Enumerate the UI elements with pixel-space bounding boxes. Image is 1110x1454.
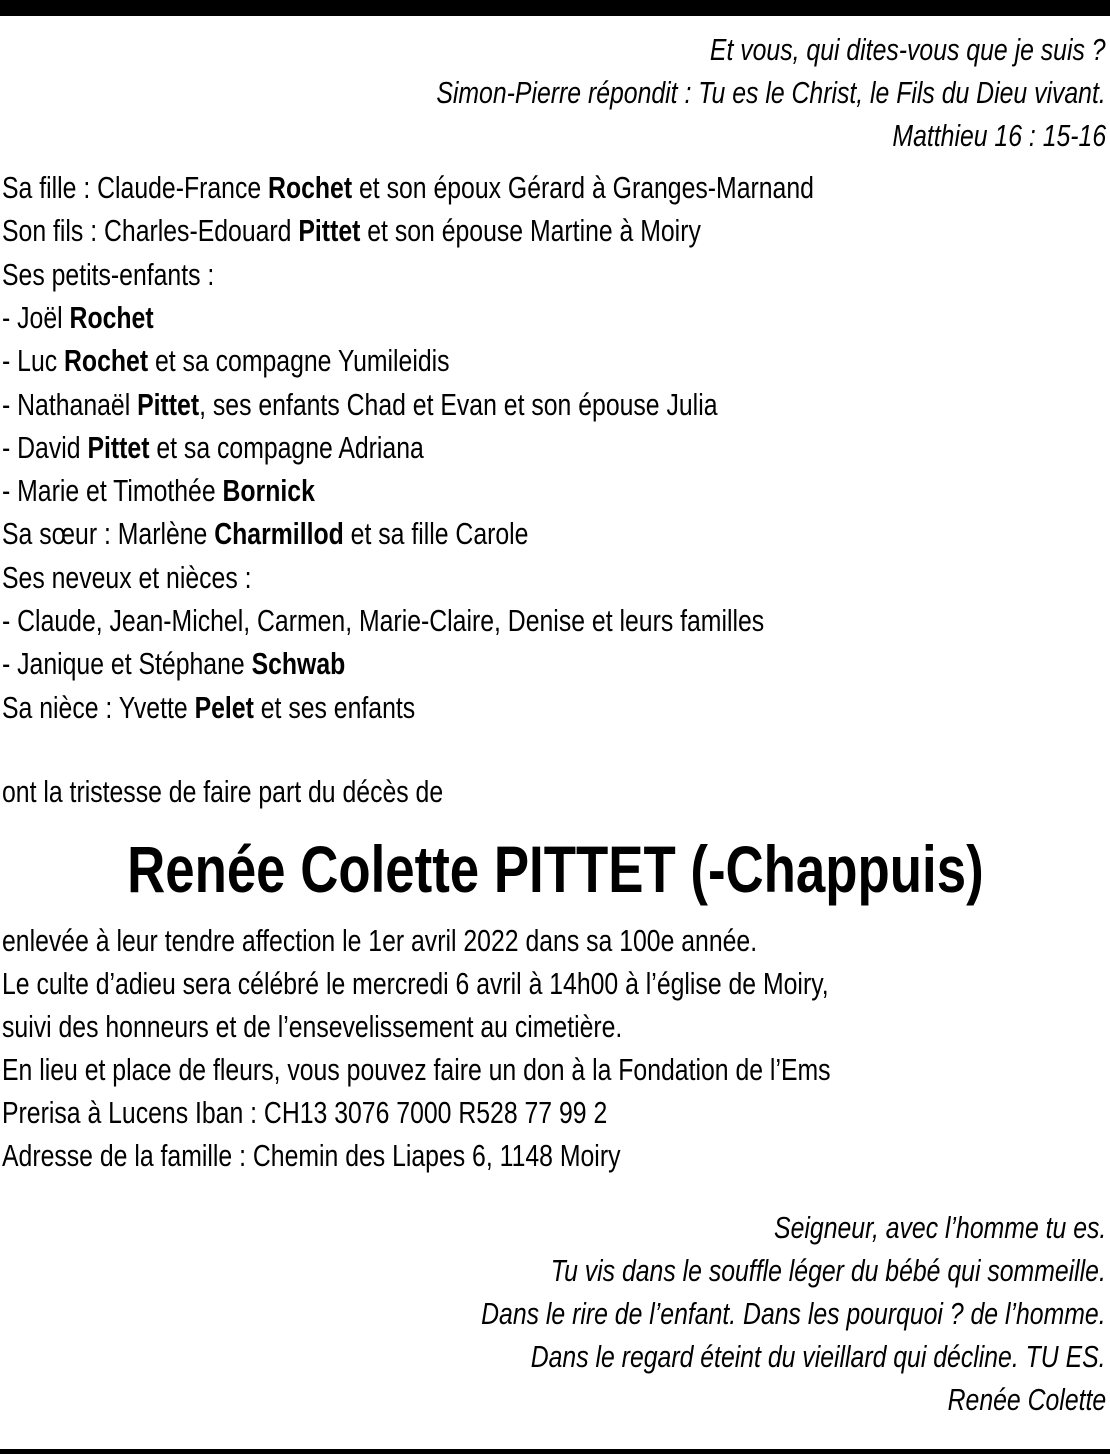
family-surname: Pittet — [298, 213, 361, 249]
family-member-text: et sa compagne Yumileidis — [148, 343, 450, 379]
epigraph-reference: Matthieu 16 : 15-16 — [892, 118, 1106, 153]
family-member-text: Ses petits-enfants : — [2, 256, 215, 292]
family-member-line — [2, 686, 518, 729]
family-member-line — [2, 339, 561, 382]
family-member-line — [2, 296, 192, 339]
details-line: Prerisa à Lucens Iban : CH13 3076 7000 R528 77 99 2 — [2, 1095, 608, 1130]
family-member-text: et son époux Gérard à Granges-Marnand — [352, 170, 814, 205]
deceased-name: Renée Colette PITTET (-Chappuis) — [126, 832, 984, 906]
family-member-line — [2, 512, 660, 555]
family-member-text: - David — [2, 429, 88, 465]
family-member-text: et sa fille Carole — [343, 516, 529, 552]
family-member-text: , ses enfants Chad et Evan et son épouse Julia — [199, 386, 718, 422]
family-member-line — [2, 166, 1017, 209]
family-surname: Pelet — [194, 689, 254, 725]
family-member-line — [2, 426, 529, 469]
details-line: enlevée à leur tendre affection le 1er avril 2022 dans sa 100e année. — [2, 923, 758, 958]
family-surname: Schwab — [251, 646, 346, 682]
family-member-text: - Marie et Timothée — [2, 473, 223, 509]
epigraph-line: Et vous, qui dites-vous que je suis ? — [710, 32, 1106, 67]
poem-line: Tu vis dans le souffle léger du bébé qui sommeille. — [550, 1253, 1106, 1288]
details-line: Le culte d’adieu sera célébré le mercredi 6 avril à 14h00 à l’église de Moiry, — [2, 966, 829, 1001]
family-member-text: - Claude, Jean-Michel, Carmen, Marie-Claire, Denise et leurs familles — [2, 603, 765, 638]
family-member-line — [2, 642, 431, 685]
details-line: suivi des honneurs et de l’ensevelissement au cimetière. — [2, 1009, 623, 1044]
family-surname: Rochet — [268, 170, 353, 205]
family-member-text: Son fils : Charles-Edouard — [2, 213, 299, 249]
family-surname: Pittet — [137, 386, 200, 422]
family-surname: Rochet — [64, 343, 149, 379]
top-border-rule — [0, 0, 1110, 16]
family-member-text: et son épouse Martine à Moiry — [360, 213, 701, 249]
family-member-text: - Nathanaël — [2, 386, 138, 422]
family-member-text: - Joël — [2, 299, 70, 335]
details-line: En lieu et place de fleurs, vous pouvez faire un don à la Fondation de l’Ems — [2, 1052, 831, 1087]
family-member-line — [2, 209, 876, 252]
family-member-text: Sa fille : Claude-France — [2, 170, 269, 205]
family-member-text: - Janique et Stéphane — [2, 646, 252, 682]
epigraph-line: Simon-Pierre répondit : Tu es le Christ, le Fils du Dieu vivant. — [436, 75, 1106, 110]
announcement-text: ont la tristesse de faire part du décès de — [2, 774, 444, 809]
family-address: Adresse de la famille : Chemin des Liapes 6, 1148 Moiry — [2, 1138, 621, 1173]
poem-line: Dans le regard éteint du vieillard qui décline. TU ES. — [531, 1339, 1106, 1374]
family-member-text: - Luc — [2, 343, 65, 379]
family-member-text: Ses neveux et nièces : — [2, 559, 252, 595]
poem-line: Seigneur, avec l’homme tu es. — [773, 1210, 1106, 1245]
family-member-line — [2, 556, 314, 599]
poem-signature: Renée Colette — [947, 1382, 1106, 1417]
family-surname: Rochet — [69, 299, 154, 335]
family-member-line — [2, 599, 955, 642]
family-member-line — [2, 469, 393, 512]
bottom-border-rule — [0, 1449, 1110, 1454]
poem-line: Dans le rire de l’enfant. Dans les pourquoi ? de l’homme. — [481, 1296, 1106, 1331]
family-member-line — [2, 383, 896, 426]
family-member-text: Sa nièce : Yvette — [2, 689, 195, 725]
family-surname: Bornick — [222, 473, 315, 509]
family-member-text: et sa compagne Adriana — [149, 429, 424, 465]
family-surname: Pittet — [87, 429, 150, 465]
family-member-text: et ses enfants — [253, 689, 416, 725]
family-surname: Charmillod — [214, 516, 344, 552]
family-member-text: Sa sœur : Marlène — [2, 516, 215, 552]
family-member-line — [2, 253, 267, 296]
